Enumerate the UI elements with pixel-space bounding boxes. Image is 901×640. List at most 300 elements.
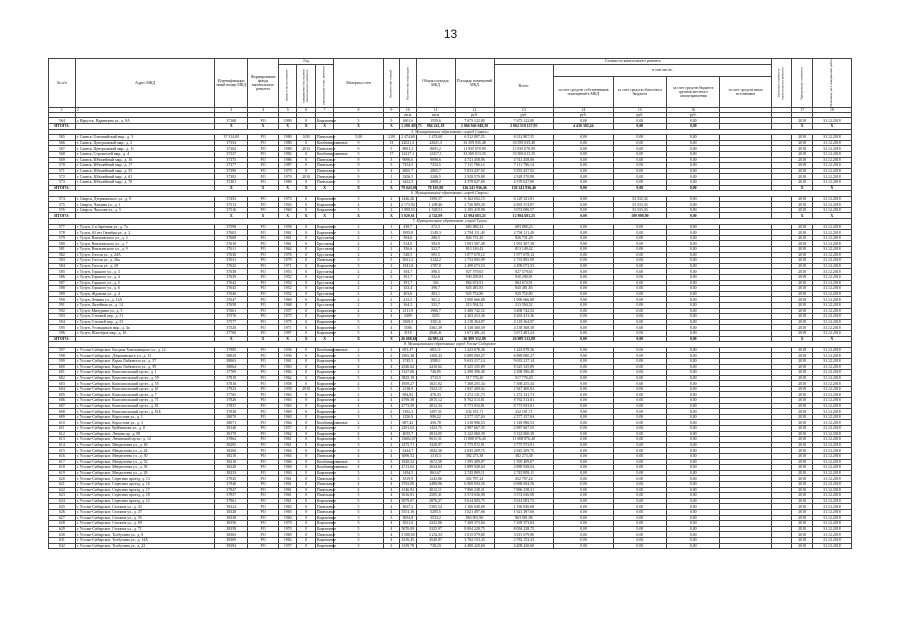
- table-cell: 0,00: [613, 526, 666, 532]
- table-cell: 286,5: [416, 235, 455, 241]
- table-cell: 1965: [278, 454, 296, 460]
- table-cell: г. Саянск, Центральный мкр., д. 2: [75, 140, 215, 146]
- table-cell: 0,00: [613, 493, 666, 499]
- table-cell: 5,00: [334, 135, 383, 141]
- table-cell: Панельные: [316, 146, 336, 151]
- table-cell: 6 512 807,55: [455, 135, 494, 141]
- header-year-overhaul: завершения последнего капитального ремонта: [297, 64, 315, 107]
- table-cell: 0,00: [554, 448, 614, 454]
- table-cell: 0,00: [554, 118, 614, 124]
- table-cell: 0,00: [613, 269, 666, 275]
- table-cell: 0,00: [667, 202, 720, 208]
- table-cell: Брусчатые: [316, 303, 335, 308]
- table-cell: 2: [383, 207, 399, 213]
- table-cell: 0,00: [613, 325, 666, 331]
- table-cell: РО: [248, 224, 279, 230]
- header-incl: в том числе:: [554, 64, 772, 77]
- table-cell: РО: [248, 358, 279, 364]
- table-cell: 1963: [278, 403, 296, 409]
- table-cell: 2018: [792, 263, 813, 269]
- table-cell: 17: [792, 107, 813, 112]
- table-cell: Комбинированные: [316, 420, 348, 425]
- table-cell: 0: [297, 196, 315, 202]
- table-cell: 31.12.2018: [812, 319, 851, 325]
- table-cell: 517 776,20: [494, 375, 554, 381]
- table-cell: 2: [383, 275, 399, 281]
- table-cell: 37985: [215, 347, 248, 353]
- table-cell: 2018: [792, 168, 813, 174]
- table-cell: 2018: [792, 537, 813, 543]
- table-cell: 572: [49, 174, 76, 180]
- table-cell: РО: [248, 426, 279, 432]
- table-cell: 0,00: [613, 370, 666, 376]
- table-cell: 1961: [278, 481, 296, 487]
- capital-repair-table: [48, 58, 852, 549]
- table-cell: X: [812, 336, 851, 342]
- table-cell: 3: [334, 426, 383, 432]
- table-cell: 38070: [215, 414, 248, 420]
- table-cell: 604: [49, 386, 76, 392]
- table-cell: 608: [49, 409, 76, 415]
- header-c4: за счет средств иных источников: [720, 77, 771, 107]
- table-cell: 1971: [278, 263, 296, 269]
- table-cell: Кирпичные: [316, 224, 337, 229]
- table-cell: 4: [334, 465, 383, 471]
- table-cell: 0,00: [554, 336, 614, 342]
- table-cell: 31.12.2018: [812, 174, 851, 180]
- table-cell: 31.12.2018: [812, 481, 851, 487]
- table-cell: 31.12.2018: [812, 476, 851, 482]
- header-plan-date: Плановая дата завершения работ: [812, 59, 851, 108]
- table-cell: 1423,75: [416, 426, 455, 432]
- table-cell: 2018: [792, 347, 813, 353]
- table-cell: 31.12.2018: [812, 537, 851, 543]
- table-cell: 1392,3: [400, 409, 416, 415]
- table-cell: 5 614 003,75: [494, 498, 554, 504]
- table-cell: 0,00: [613, 442, 666, 448]
- table-cell: 31.12.2018: [812, 118, 851, 124]
- table-cell: 1 528,51: [416, 207, 455, 213]
- table-cell: 0,00: [554, 213, 614, 219]
- table-cell: 0: [297, 498, 315, 504]
- table-cell: 4: [334, 481, 383, 487]
- table-cell: 1961: [278, 476, 296, 482]
- table-cell: 38206: [215, 448, 248, 454]
- table-cell: 0: [297, 409, 315, 415]
- table-cell: 2018: [792, 504, 813, 510]
- table-cell: РО: [248, 353, 279, 359]
- table-cell: 0,00: [613, 163, 666, 169]
- table-cell: 2: [334, 280, 383, 286]
- table-cell: 1969: [278, 409, 296, 415]
- table-cell: г. Саянск, Юбилейный мкр., д. 17: [75, 163, 215, 169]
- table-cell: 2111,9: [400, 308, 416, 314]
- table-cell: X: [215, 185, 248, 191]
- table-cell: 0,00: [613, 353, 666, 359]
- table-cell: 578: [49, 230, 76, 236]
- table-cell: 5: [334, 151, 383, 157]
- table-cell: 4 263 413,36: [494, 314, 554, 320]
- table-cell: 37377: [215, 163, 248, 169]
- table-cell: 1963: [278, 398, 296, 404]
- table-cell: Комбинированные: [316, 465, 348, 470]
- table-cell: 1966: [278, 459, 296, 465]
- table-cell: 826 731,29: [494, 235, 554, 241]
- table-cell: РО: [248, 151, 279, 157]
- table-cell: 31.12.2018: [812, 151, 851, 157]
- table-cell: 0,00: [667, 465, 720, 471]
- table-cell: г. Усолье-Сибирское, Менделеева ул., д. 44: [75, 448, 215, 454]
- table-cell: 2018: [792, 392, 813, 398]
- table-cell: РО: [248, 386, 279, 392]
- table-cell: 826 731,29: [455, 235, 494, 241]
- table-cell: 0: [297, 347, 315, 353]
- table-cell: 364,5: [400, 302, 416, 308]
- table-cell: 0,00: [667, 302, 720, 308]
- table-cell: 1964: [278, 420, 296, 426]
- table-cell: 618: [49, 465, 76, 471]
- table-cell: 694,82: [400, 392, 416, 398]
- table-cell: 2946,41: [416, 330, 455, 336]
- table-cell: 0,00: [667, 163, 720, 169]
- table-cell: 0,00: [554, 381, 614, 387]
- table-cell: 0: [297, 302, 315, 308]
- table-cell: 31.12.2018: [812, 414, 851, 420]
- table-cell: 0,00: [667, 174, 720, 180]
- table-cell: Кирпичные: [316, 202, 337, 207]
- table-cell: 2: [383, 470, 399, 476]
- table-cell: 452 787,24: [455, 476, 494, 482]
- table-cell: РО: [248, 470, 279, 476]
- table-cell: 332,6: [416, 275, 455, 281]
- table-cell: 0,00: [613, 476, 666, 482]
- table-cell: 31.12.2018: [812, 263, 851, 269]
- table-cell: 1339,78: [401, 543, 415, 548]
- table-cell: 5: [334, 168, 383, 174]
- table-cell: 1961: [278, 241, 296, 247]
- table-cell: 3 782 153,33: [455, 537, 494, 543]
- table-cell: 1 272 121,73: [455, 392, 494, 398]
- table-cell: 0: [297, 319, 315, 325]
- table-cell: 31.12.2018: [812, 487, 851, 493]
- table-cell: 0,00: [667, 207, 720, 213]
- section-heading: 6. Муниципальное образование «город Свирск»: [49, 191, 852, 197]
- table-cell: 0,00: [554, 291, 614, 297]
- table-cell: 627: [49, 515, 76, 521]
- table-cell: РО: [248, 207, 279, 213]
- table-cell: 0,00: [613, 319, 666, 325]
- table-cell: 322,7: [416, 247, 455, 253]
- table-cell: 0,00: [667, 375, 720, 381]
- table-cell: 0,00: [554, 442, 614, 448]
- table-cell: 3: [334, 442, 383, 448]
- table-cell: 396,7: [416, 286, 455, 292]
- table-cell: 580: [49, 241, 76, 247]
- table-cell: 2 987 667,55: [455, 426, 494, 432]
- table-cell: 0,00: [554, 140, 614, 146]
- table-cell: 2: [383, 442, 399, 448]
- table-cell: 0,00: [613, 426, 666, 432]
- table-cell: 1956: [278, 347, 296, 353]
- table-cell: 4: [383, 431, 399, 437]
- table-cell: 1982: [278, 151, 296, 157]
- table-cell: 0: [297, 448, 315, 454]
- table-cell: 31.12.2018: [812, 493, 851, 499]
- table-cell: X: [334, 185, 383, 191]
- table-cell: 624: [49, 498, 76, 504]
- table-cell: 1970: [278, 526, 296, 532]
- table-cell: 1958: [278, 224, 296, 230]
- table-cell: 26 989 312,88: [455, 336, 494, 342]
- table-cell: 2,00: [383, 135, 399, 141]
- table-cell: X: [278, 213, 296, 219]
- table-cell: 5305,54: [416, 504, 455, 510]
- table-cell: 31.12.2018: [812, 168, 851, 174]
- table-cell: 0,00: [667, 263, 720, 269]
- table-cell: 0: [297, 521, 315, 527]
- table-cell: 33 559 035,48: [494, 140, 554, 146]
- table-cell: РО: [248, 291, 279, 297]
- table-cell: 8 094 228,75: [455, 526, 494, 532]
- table-cell: 3089,2: [416, 179, 455, 185]
- table-cell: 1963: [278, 470, 296, 476]
- table-cell: 990,22: [416, 414, 455, 420]
- table-cell: 37864: [215, 437, 248, 443]
- table-cell: 0,00: [613, 247, 666, 253]
- table-cell: 31.12.2018: [812, 431, 851, 437]
- table-cell: РО: [248, 157, 279, 163]
- table-cell: Кирпичные: [316, 409, 337, 414]
- table-cell: 37453: [215, 196, 248, 202]
- table-cell: 8 762 513,81: [455, 398, 494, 404]
- table-cell: Кирпичные: [316, 264, 337, 269]
- table-cell: 3 671 481,24: [455, 330, 494, 336]
- table-cell: г. Усолье-Сибирское, Карла Либкнехта ул., д. 57: [75, 358, 215, 364]
- table-cell: 100 000,00: [613, 213, 666, 219]
- table-cell: 31.12.2018: [812, 448, 851, 454]
- table-cell: 0,00: [554, 196, 614, 202]
- table-cell: 14: [554, 107, 614, 112]
- table-cell: 3: [334, 470, 383, 476]
- table-cell: 38324: [215, 504, 248, 510]
- table-cell: 2: [383, 247, 399, 253]
- table-cell: 0: [297, 291, 315, 297]
- table-cell: 3: [334, 386, 383, 392]
- table-cell: 2505,41: [416, 493, 455, 499]
- table-cell: 2: [383, 179, 399, 185]
- table-cell: 1821,02: [416, 381, 455, 387]
- table-cell: 3118: [400, 330, 416, 336]
- table-cell: 0: [297, 398, 315, 404]
- table-cell: РО: [248, 325, 279, 331]
- table-cell: 7 111 786,14: [455, 163, 494, 169]
- table-cell: 37513: [215, 202, 248, 208]
- table-cell: 0,00: [667, 235, 720, 241]
- table-cell: 4: [383, 493, 399, 499]
- table-cell: 5: [334, 118, 383, 124]
- table-cell: 0: [297, 403, 315, 409]
- table-cell: 79 643,00: [401, 185, 417, 190]
- table-cell: 31.12.2018: [812, 280, 851, 286]
- table-cell: 6 968 694,56: [455, 481, 494, 487]
- table-cell: 4: [383, 364, 399, 370]
- table-cell: 0,00: [554, 319, 614, 325]
- table-cell: 3361,39: [416, 325, 455, 331]
- table-cell: Панельные: [316, 168, 336, 173]
- table-cell: г. Усолье-Сибирское, Стопина ул., д. 43: [75, 504, 215, 510]
- table-cell: Панельные: [316, 454, 336, 459]
- table-cell: 0,00: [554, 207, 614, 213]
- table-cell: 567: [49, 146, 76, 152]
- table-cell: 415,5: [400, 297, 416, 303]
- table-cell: 33 333,34: [613, 196, 666, 202]
- table-cell: 2: [334, 420, 383, 426]
- table-cell: 2018: [792, 476, 813, 482]
- table-cell: 3 889 928,04: [455, 465, 494, 471]
- table-cell: Брусчатые: [316, 292, 335, 297]
- table-cell: 2: [383, 448, 399, 454]
- table-cell: 1957: [278, 308, 296, 314]
- table-cell: 0,00: [667, 297, 720, 303]
- table-cell: 863 901,96: [494, 515, 554, 521]
- table-cell: 0,00: [613, 235, 666, 241]
- table-cell: 574: [49, 196, 76, 202]
- table-cell: 569: [49, 157, 76, 163]
- table-cell: 0,00: [667, 151, 720, 157]
- table-cell: 2814,05: [416, 431, 455, 437]
- table-cell: 1 090 666,88: [494, 297, 554, 303]
- table-cell: 0,00: [613, 123, 666, 129]
- table-cell: 738,23: [416, 543, 455, 549]
- table-cell: г. Иркутск, Ядринцева ул., д. 8А: [75, 118, 215, 124]
- table-cell: 2 498 073,53: [494, 263, 554, 269]
- table-cell: 0,00: [554, 509, 614, 515]
- table-cell: 2 928 570,88: [494, 174, 554, 180]
- table-cell: 5 614 003,75: [455, 498, 494, 504]
- table-cell: 3921,6: [400, 521, 416, 527]
- table-cell: 0,00: [667, 370, 720, 376]
- table-cell: 683 880,23: [455, 224, 494, 230]
- table-cell: 1 077 678,12: [455, 252, 494, 258]
- table-cell: 2018: [792, 493, 813, 499]
- table-cell: РО: [248, 179, 279, 185]
- table-cell: г. Тулун, Шахтёров мкр., д. 16: [75, 330, 215, 336]
- table-cell: 576: [49, 207, 76, 213]
- table-cell: X: [215, 213, 248, 219]
- table-cell: 394,7: [400, 269, 416, 275]
- table-cell: РО: [248, 459, 279, 465]
- table-cell: 0: [297, 224, 315, 230]
- table-cell: 31.12.2018: [812, 386, 851, 392]
- table-cell: 625: [49, 504, 76, 510]
- table-cell: 37362: [215, 146, 248, 152]
- table-cell: 3 671 481,24: [494, 330, 554, 336]
- table-cell: РО: [248, 168, 279, 174]
- table-cell: г. Свирск, Дзержинского ул., д. 9: [75, 196, 215, 202]
- table-cell: 3 252,35: [416, 532, 455, 538]
- table-cell: 372,3: [416, 224, 455, 230]
- table-cell: 2018: [792, 330, 813, 336]
- table-cell: 2018: [792, 241, 813, 247]
- table-cell: Брусчатые: [316, 236, 335, 241]
- table-cell: 0,00: [554, 230, 614, 236]
- table-cell: 2: [75, 107, 215, 112]
- table-cell: 0,00: [667, 196, 720, 202]
- table-cell: 4: [383, 487, 399, 493]
- table-cell: 22021,3: [401, 141, 415, 145]
- table-cell: Кирпичные: [316, 415, 337, 420]
- table-cell: 2: [334, 252, 383, 258]
- table-cell: 0,00: [554, 481, 614, 487]
- table-cell: 5205,5: [416, 509, 455, 515]
- table-cell: 13: [494, 107, 554, 112]
- table-cell: 0,00: [667, 258, 720, 264]
- table-cell: 1: [383, 174, 399, 180]
- table-cell: 1961: [278, 498, 296, 504]
- table-cell: Панельные: [316, 476, 336, 481]
- table-cell: X: [792, 185, 813, 191]
- table-cell: 3: [383, 459, 399, 465]
- table-cell: 0: [297, 275, 315, 281]
- table-cell: 1672,58: [416, 459, 455, 465]
- table-cell: 0,00: [554, 314, 614, 320]
- table-cell: 595: [49, 325, 76, 331]
- table-cell: 2018: [792, 543, 813, 549]
- table-cell: 0,00: [667, 314, 720, 320]
- table-cell: 0: [297, 364, 315, 370]
- table-cell: 2: [334, 409, 383, 415]
- table-cell: 394,9: [416, 241, 455, 247]
- table-cell: ИТОГО:: [49, 185, 76, 191]
- table-cell: 3: [334, 230, 383, 236]
- table-cell: 5: [334, 319, 383, 325]
- table-cell: Кирпичные: [316, 320, 337, 324]
- table-cell: 0,00: [613, 280, 666, 286]
- table-cell: 2: [383, 353, 399, 359]
- table-cell: г. Усолье-Сибирское, Серегина проезд, д. 18: [75, 493, 215, 499]
- table-cell: 3 775 972,91: [455, 442, 494, 448]
- table-cell: 1297,31: [416, 409, 455, 415]
- table-cell: 2: [383, 297, 399, 303]
- table-cell: 0: [297, 420, 315, 426]
- table-cell: 37354: [215, 140, 248, 146]
- table-cell: 0,00: [554, 476, 614, 482]
- table-cell: РО: [248, 286, 279, 292]
- table-cell: 5637,2: [400, 504, 416, 510]
- table-cell: 3: [383, 386, 399, 392]
- table-cell: 10: [400, 107, 416, 112]
- table-cell: Кирпичные: [316, 515, 337, 520]
- table-cell: 845 481,83: [494, 286, 554, 292]
- table-row: [49, 543, 852, 549]
- table-cell: 0: [297, 414, 315, 420]
- table-cell: 2018: [792, 409, 813, 415]
- table-cell: 37837: [215, 403, 248, 409]
- table-cell: РО: [248, 526, 279, 532]
- table-cell: 0,00: [613, 509, 666, 515]
- table-cell: Кирпичные: [316, 387, 337, 392]
- table-cell: 3301,6: [416, 319, 455, 325]
- table-cell: 0,00: [667, 213, 720, 219]
- table-cell: 38170: [215, 431, 248, 437]
- table-cell: 517 776,20: [455, 375, 494, 381]
- table-cell: 0: [297, 532, 315, 538]
- table-cell: 5079,67: [401, 499, 415, 503]
- table-cell: 4 118 364,87: [494, 319, 554, 325]
- table-cell: г. Тулун, Ваильевского ул., д. 7: [75, 241, 215, 247]
- table-cell: 2018: [792, 375, 813, 381]
- table-cell: Кирпичные: [316, 359, 337, 364]
